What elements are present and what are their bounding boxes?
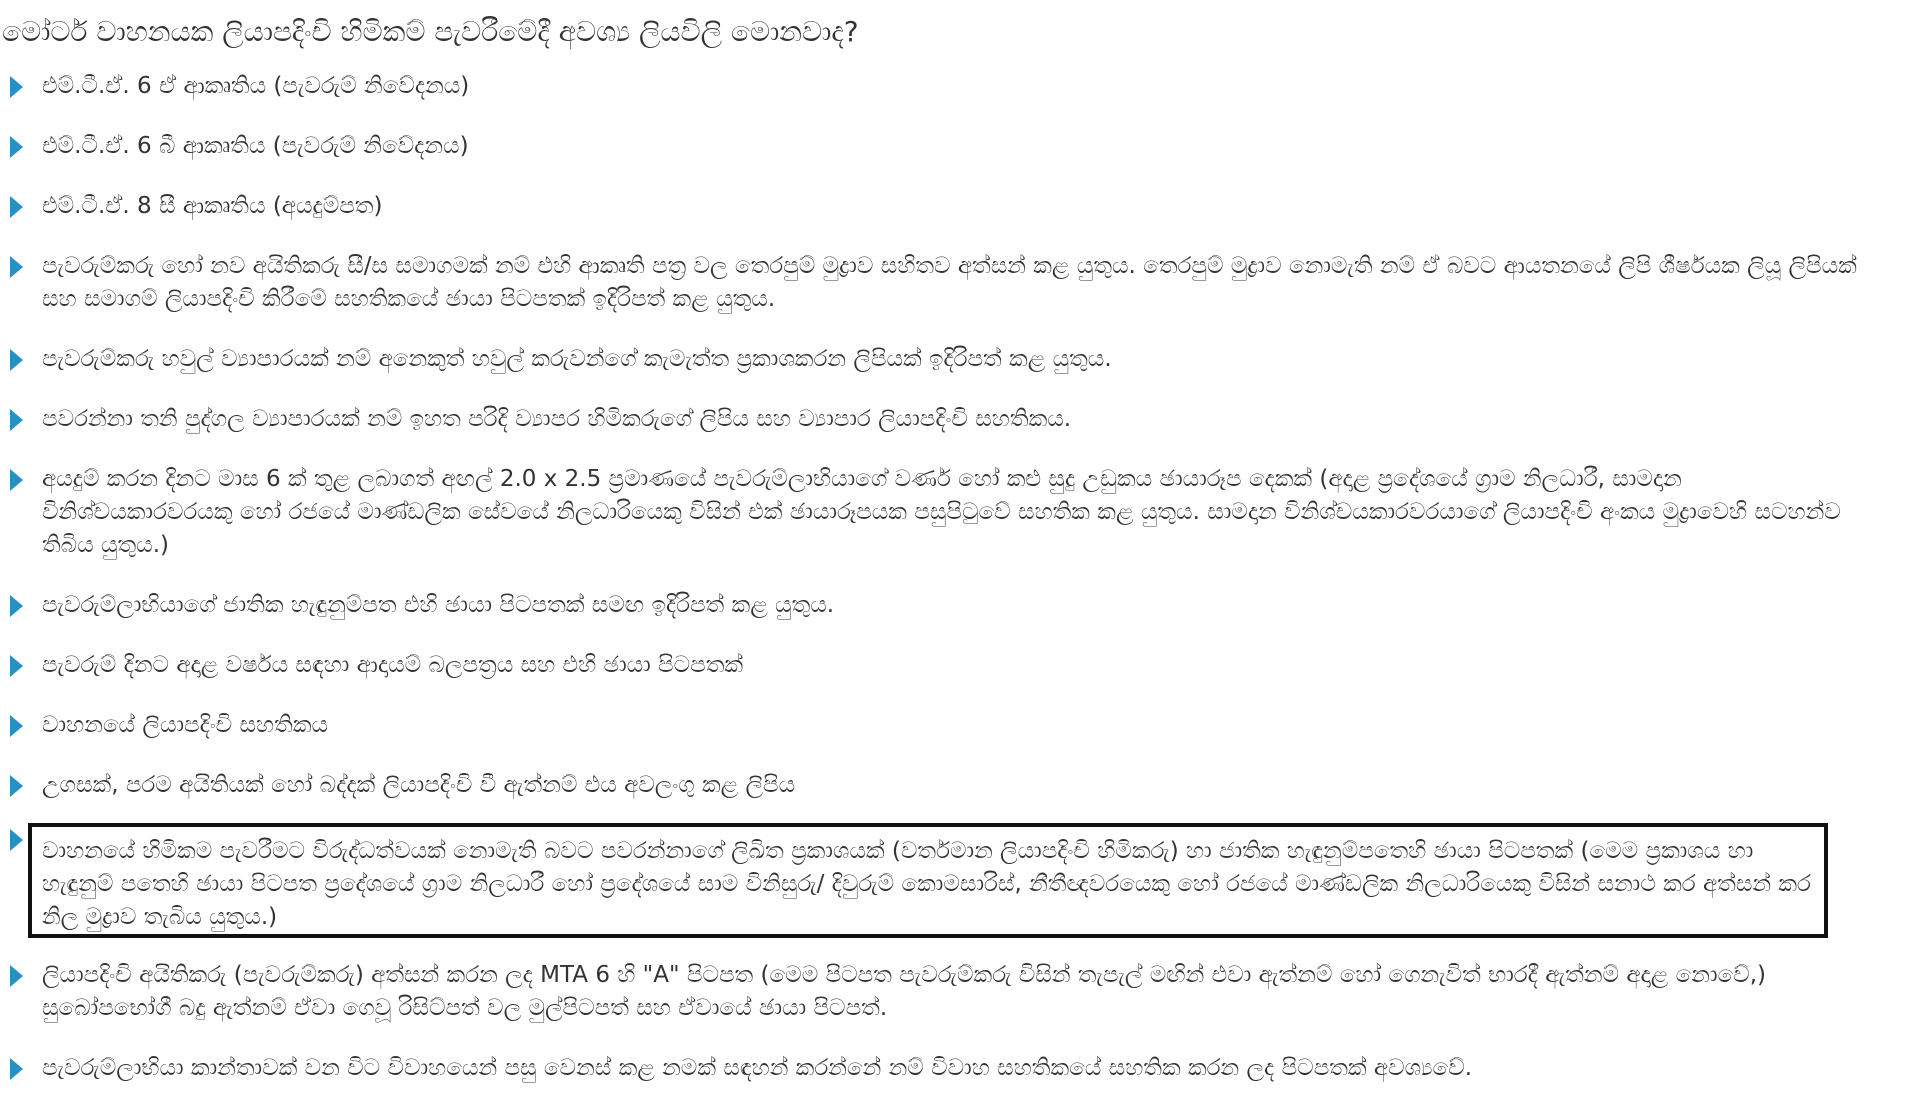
list-item-text: පවරන්නා තනි පුද්ගල ව්‍යාපාරයක් නම් ඉහත පරිදි ව්‍යාපර හිමිකරුගේ ලිපිය සහ ව්‍යාපාර ලියාපදිංචි සහතිකය.: [42, 406, 1072, 432]
list-item: [0, 649, 1860, 682]
list-item: [0, 589, 1860, 622]
triangle-bullet-icon: [10, 829, 23, 851]
list-item-highlighted: [0, 823, 1860, 938]
triangle-bullet-icon: [10, 655, 23, 677]
triangle-bullet-icon: [10, 965, 23, 987]
triangle-bullet-icon: [10, 595, 23, 617]
list-item: [0, 769, 1860, 802]
triangle-bullet-icon: [10, 469, 23, 491]
list-item: [0, 343, 1860, 376]
list-item-text: එම්.ටී.ඒ. 8 සී ආකෘතිය (අයදුම්පත): [42, 193, 383, 219]
list-item: [0, 709, 1860, 742]
list-item: [0, 403, 1860, 436]
list-item-text: පැවරුම්කරු හවුල් ව්‍යාපාරයක් නම් අනෙකුත් හවුල් කරුවන්ගේ කැමැත්ත ප්‍රකාශකරන ලිපියක් ඉදිරිපත් කළ යුතුය.: [42, 346, 1112, 372]
triangle-bullet-icon: [10, 409, 23, 431]
triangle-bullet-icon: [10, 715, 23, 737]
list-item-text: පැවරුම්කරු හෝ නව අයිතිකරු සී/ස සමාගමක් නම් එහි ආකෘති පත්‍ර වල තෙරපුම් මුද්‍රාව සහිතව අත්සන් කළ යුතුය. තෙරපුම් මුද්‍රාව නොමැති නම් ඒ බවට ආයතනයේ ලිපි ශීර්ෂයක ලියූ ලිපියක් සහ සමාගම් ලියාපදිංචි කිරීමේ සහතිකයේ ඡායා පිටපතක් ඉදිරිපත් කළ යුතුය.: [42, 253, 1857, 312]
list-item-text: පැවරුම්ලාභියා කාන්තාවක් වන විට විවාහයෙන් පසු වෙනස් කළ නමක් සඳහන් කරන්නේ නම් විවාහ සහතිකයේ සහතික කරන ලද පිටපතක් අවශ්‍යවේ.: [42, 1055, 1473, 1081]
list-item: [0, 250, 1860, 316]
list-item-text: ලියාපදිංචි අයිතිකරු (පැවරුම්කරු) අත්සන් කරන ලද MTA 6 හි "A" පිටපත (මෙම පිටපත පැවරුම්කරු විසින් තැපැල් මඟින් එවා ඇත්නම් හෝ ගෙනැවිත් භාරදී ඇත්නම් අදාළ නොවේ,) සුබෝපභෝගී බදු ඇත්නම් ඒවා ගෙවූ රිසිට්පත් වල මුල්පිටපත් සහ ඒවායේ ඡායා පිටපත්.: [42, 962, 1767, 1021]
triangle-bullet-icon: [10, 76, 23, 98]
list-item: [0, 190, 1860, 223]
list-item: [0, 130, 1860, 163]
list-item-text: උගසක්, පරම අයිතියක් හෝ බද්දක් ලියාපදිංචි වී ඇත්නම් එය අවලංගු කළ ලිපිය: [42, 772, 796, 798]
triangle-bullet-icon: [10, 349, 23, 371]
triangle-bullet-icon: [10, 196, 23, 218]
triangle-bullet-icon: [10, 136, 23, 158]
list-item-text: වාහනයේ ලියාපදිංචි සහතිකය: [42, 712, 329, 738]
page-heading: මෝටර් වාහනයක ලියාපදිංචි හිමිකම් පැවරීමේදී අවශ්‍ය ලියවිලි මොනවාද?: [2, 15, 859, 48]
list-item-text: එම්.ටී.ඒ. 6 බී ආකෘතිය (පැවරුම් නිවේදනය): [42, 133, 469, 159]
list-item-text: එම්.ටී.ඒ. 6 ඒ ආකෘතිය (පැවරුම් නිවේදනය): [42, 73, 470, 99]
list-item-text: අයදුම් කරන දිනට මාස 6 ක් තුළ ලබාගත් අඟල් 2.0 x 2.5 ප්‍රමාණයේ පැවරුම්ලාභියාගේ වර්ණ හෝ කළු සුදු උඩුකය ඡායාරූප දෙකක් (අදාළ ප්‍රදේශයේ ග්‍රාම නිලධාරී, සාමදාන විනිශ්චයකාරවරයකු හෝ රජයේ මාණ්ඩලික සේවයේ නිලධාරියෙකු විසින් එක් ඡායාරූපයක පසුපිටුවේ සහතික කළ යුතුය. සාමදාන විනිශ්චයකාරවරයාගේ ලියාපදිංචි අංකය මුද්‍රාවෙහි සටහන්ව තිබිය යුතුය.): [42, 466, 1841, 558]
list-item-text: වාහනයේ හිමිකම පැවරීමට විරුද්ධත්වයක් නොමැති බවට පවරන්නාගේ ලිඛිත ප්‍රකාශයක් (වර්තමාන ලියාපදිංචි හිමිකරු) හා ජාතික හැඳුනුම්පතෙහි ඡායා පිටපතක් (මෙම ප්‍රකාශය හා හැඳුනුම් පතෙහි ඡායා පිටපත ප්‍රදේශයේ ග්‍රාම නිලධාරී හෝ ප්‍රදේශයේ සාම විනිසුරු/ දිවුරුම් කොමසාරිස්, නීතීඥවරයෙකු හෝ රජයේ මාණ්ඩලික නිලධාරියෙකු විසින් සනාථ කර අත්සන් කර නිල මුද්‍රාව තැබිය යුතුය.): [28, 823, 1828, 938]
list-item: [0, 70, 1860, 103]
list-item: [0, 959, 1860, 1025]
triangle-bullet-icon: [10, 256, 23, 278]
triangle-bullet-icon: [10, 1058, 23, 1080]
list-item: [0, 1052, 1860, 1085]
triangle-bullet-icon: [10, 775, 23, 797]
list-item-text: පැවරුම් දිනට අදාළ වර්ෂය සඳහා ආදායම් බලපත්‍රය සහ එහි ඡායා පිටපතක්: [42, 652, 744, 678]
list-item: [0, 463, 1860, 562]
requirements-list: [0, 70, 1860, 1112]
list-item-text: පැවරුම්ලාභියාගේ ජාතික හැඳුනුම්පත එහි ඡායා පිටපතක් සමඟ ඉදිරිපත් කළ යුතුය.: [42, 592, 835, 618]
